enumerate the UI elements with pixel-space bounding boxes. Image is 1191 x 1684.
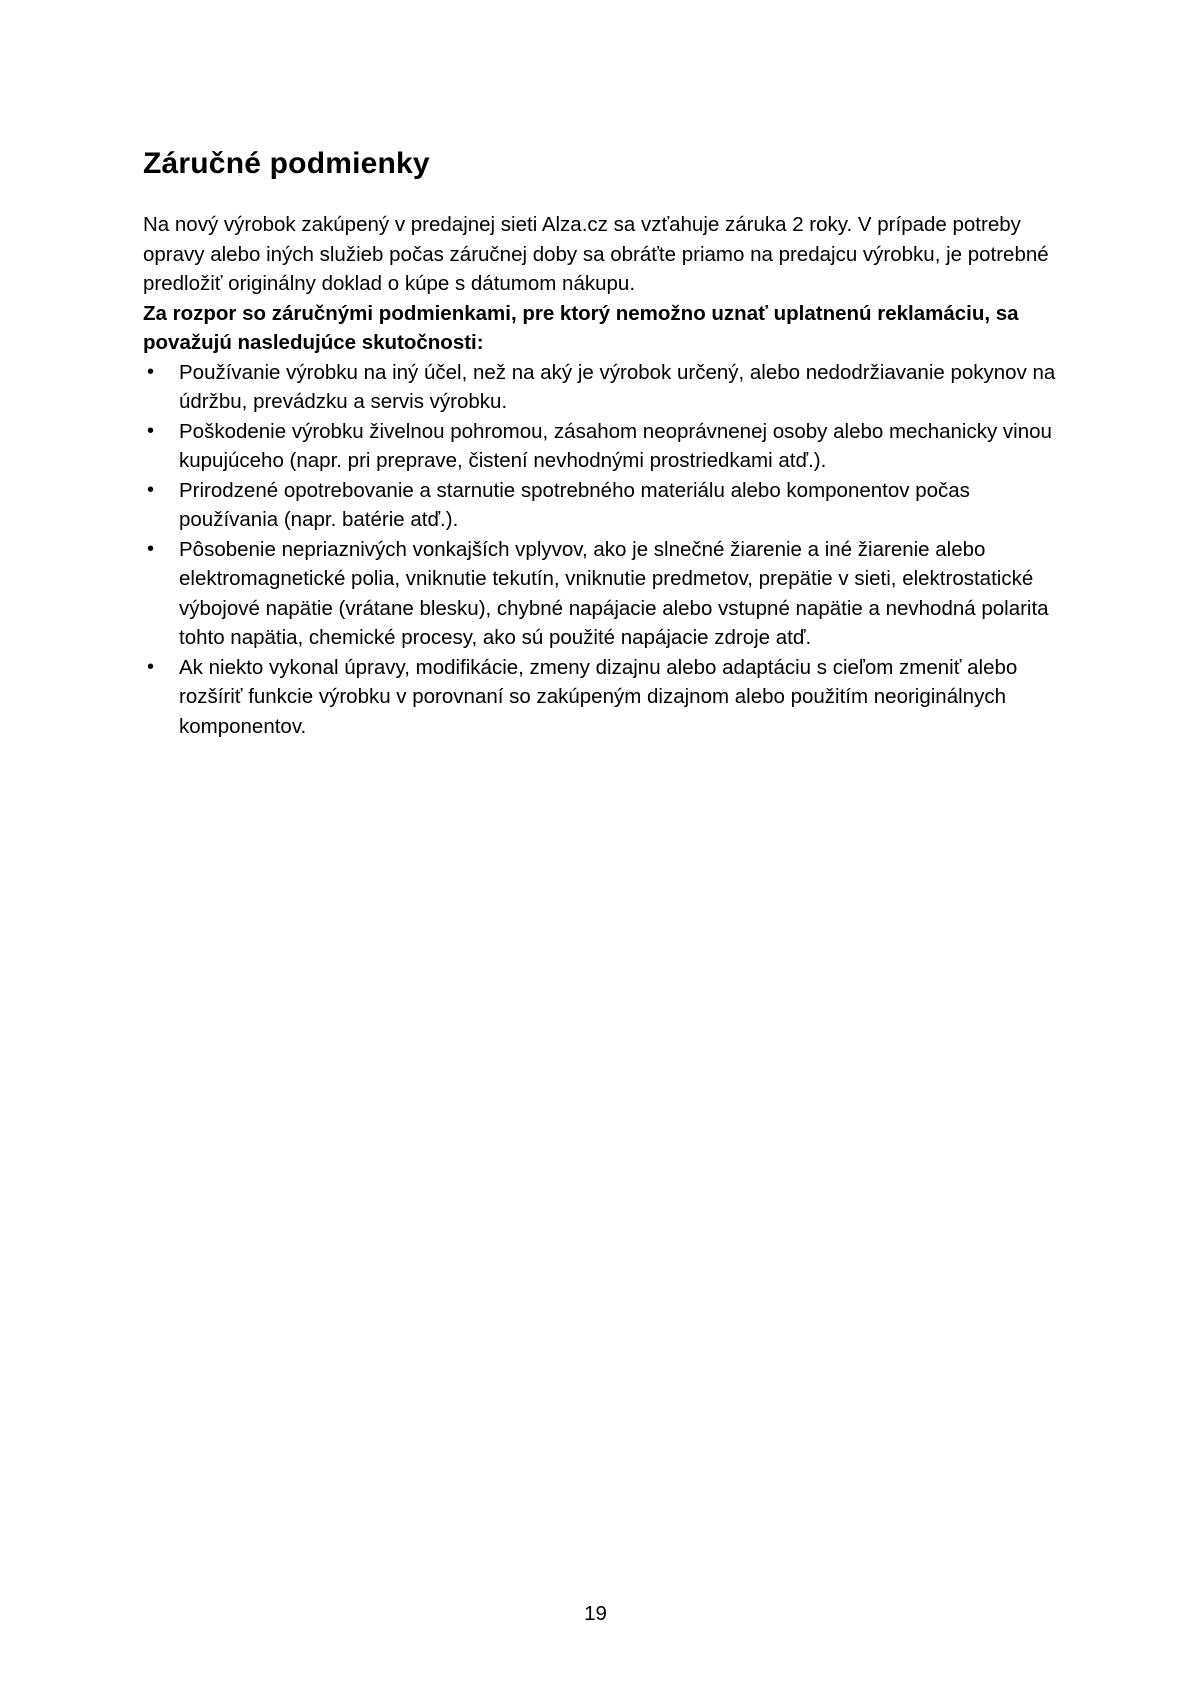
list-item (143, 358, 1063, 417)
list-item-text: Prirodzené opotrebovanie a starnutie spotrebného materiálu alebo komponentov počas používania (napr. batérie atď.). (179, 478, 970, 531)
page-title: Záručné podmienky (143, 147, 430, 180)
bullet-icon: • (147, 360, 155, 383)
page-content (143, 146, 1063, 741)
list-item-text: Poškodenie výrobku živelnou pohromou, zásahom neoprávnenej osoby alebo mechanicky vinou kupujúceho (napr. pri preprave, čistení nevhodnými prostriedkami atď.). (179, 419, 1052, 472)
list-item (143, 476, 1063, 535)
list-item (143, 535, 1063, 653)
page-number: 19 (584, 1602, 607, 1625)
list-item (143, 653, 1063, 742)
list-item (143, 417, 1063, 476)
bullet-icon: • (147, 419, 155, 442)
list-item-text: Pôsobenie nepriaznivých vonkajších vplyvov, ako je slnečné žiarenie a iné žiarenie alebo elektromagnetické polia, vniknutie tekutín, vniknutie predmetov, prepätie v sieti, elektrostatické výbojové napätie (vrátane blesku), chybné napájacie alebo vstupné napätie a nevhodná polarita tohto napätia, chemické procesy, ako sú použité napájacie zdroje atď. (179, 537, 1049, 649)
list-item-text: Ak niekto vykonal úpravy, modifikácie, zmeny dizajnu alebo adaptáciu s cieľom zmeniť alebo rozšíriť funkcie výrobku v porovnaní so zakúpeným dizajnom alebo použitím neoriginálnych komponentov. (179, 655, 1018, 738)
bullet-icon: • (147, 655, 155, 678)
conditions-statement: Za rozpor so záručnými podmienkami, pre ktorý nemožno uznať uplatnenú reklamáciu, sa považujú nasledujúce skutočnosti: (143, 301, 1019, 354)
bullet-icon: • (147, 537, 155, 560)
bullet-icon: • (147, 478, 155, 501)
conditions-list (143, 358, 1063, 742)
list-item-text: Používanie výrobku na iný účel, než na aký je výrobok určený, alebo nedodržiavanie pokynov na údržbu, prevádzku a servis výrobku. (179, 360, 1056, 413)
intro-paragraph: Na nový výrobok zakúpený v predajnej sieti Alza.cz sa vzťahuje záruka 2 roky. V prípade potreby opravy alebo iných služieb počas záručnej doby sa obráťte priamo na predajcu výrobku, je potrebné predložiť originálny doklad o kúpe s dátumom nákupu. (143, 213, 1049, 295)
